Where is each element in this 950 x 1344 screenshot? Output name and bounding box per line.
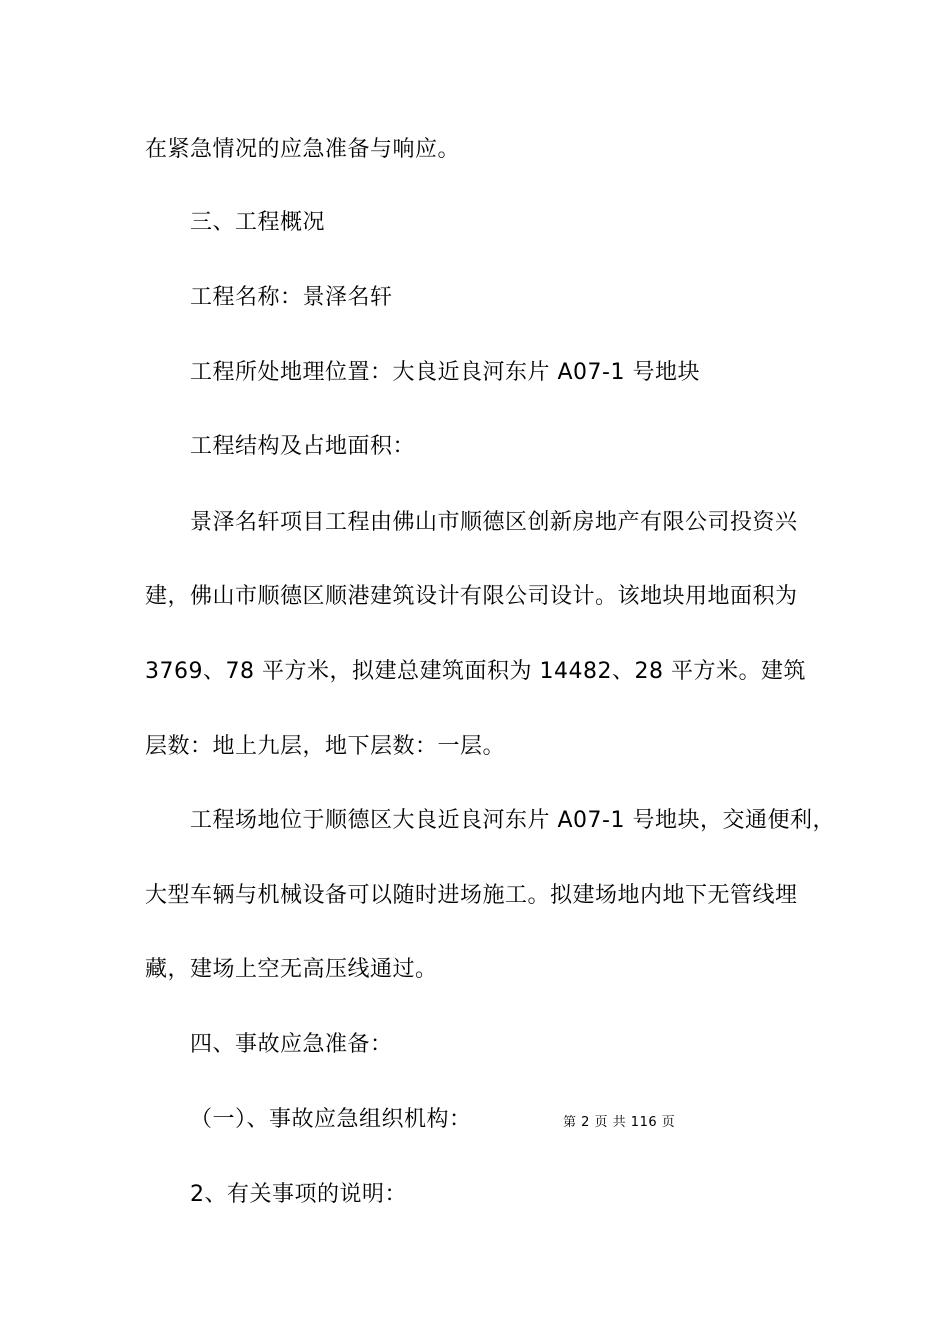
subsection-heading-1: （一）、事故应急组织机构：	[190, 1107, 472, 1132]
project-location: 工程所处地理位置：大良近良河东片 A07-1 号地块	[190, 360, 700, 385]
section-heading-3: 三、工程概况	[190, 210, 326, 235]
paragraph-line: 3769、78 平方米，拟建总建筑面积为 14482、28 平方米。建筑	[145, 659, 806, 684]
paragraph-line: 层数：地上九层，地下层数：一层。	[145, 734, 506, 759]
project-name: 工程名称：景泽名轩	[190, 285, 393, 310]
subsection-heading-2: 2、有关事项的说明：	[190, 1182, 407, 1207]
paragraph-line: 工程场地位于顺德区大良近良河东片 A07-1 号地块，交通便利，	[190, 808, 835, 833]
paragraph-line: 大型车辆与机械设备可以随时进场施工。拟建场地内地下无管线埋	[145, 883, 798, 908]
paragraph-line: 景泽名轩项目工程由佛山市顺德区创新房地产有限公司投资兴	[190, 510, 798, 535]
paragraph-line: 建，佛山市顺德区顺港建筑设计有限公司设计。该地块用地面积为	[145, 584, 798, 609]
paragraph-continuation: 在紧急情况的应急准备与响应。	[145, 137, 461, 162]
structure-heading: 工程结构及占地面积：	[190, 434, 416, 459]
paragraph-line: 藏，建场上空无高压线通过。	[145, 957, 438, 982]
page-number-footer: 第 2 页 共 116 页	[563, 1115, 676, 1130]
section-heading-4: 四、事故应急准备：	[190, 1032, 393, 1057]
